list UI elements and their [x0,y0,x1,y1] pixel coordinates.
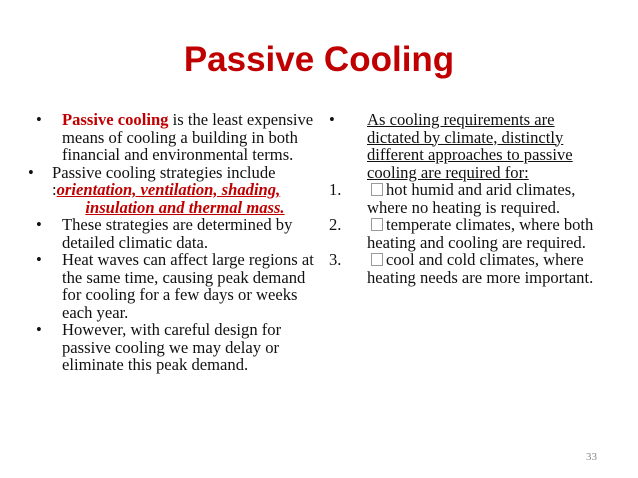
numbered-text: temperate climates, where both heating and cooling are required. [367,215,594,252]
bullet-marker: • [36,215,42,234]
missing-glyph-icon [371,183,383,196]
bullet-marker: • [36,320,42,339]
bullet-marker: • [329,110,335,129]
page-number: 33 [586,451,597,463]
left-column [28,110,318,374]
bullet-item [36,111,318,164]
passive-cooling-term: Passive cooling [62,110,169,129]
bullet-text: is the least expensive means of cooling a building in both financial and environmental terms. [62,110,314,164]
bullet-text: Heat waves can affect large regions at the same time, causing peak demand for cooling for a few days or weeks each year. [62,250,314,322]
numbered-text: hot humid and arid climates, where no heating is required. [367,180,576,217]
numbered-text: cool and cold climates, where heating needs are more important. [367,250,594,287]
climate-intro-text: As cooling requirements are dictated by climate, distinctly different approaches to passive cooling are required for: [367,110,573,182]
strategies-list-continued: insulation and thermal mass. [85,197,285,217]
bullet-text: However, with careful design for passive cooling we may delay or eliminate this peak demand. [62,320,282,374]
bullet-item [329,111,611,181]
bullet-item [36,251,318,321]
bullet-text: These strategies are determined by detailed climatic data. [62,215,293,252]
missing-glyph-icon [371,253,383,266]
bullet-item [36,216,318,251]
item-number: 2. [329,215,342,234]
bullet-marker: • [36,110,42,129]
item-number: 1. [329,180,342,199]
strategies-list: orientation, ventilation, shading, [56,180,281,199]
right-column [329,111,611,286]
item-number: 3. [329,250,342,269]
bullet-item [28,162,318,217]
numbered-item [329,251,611,286]
numbered-item [329,181,611,216]
bullet-item [36,321,318,374]
bullet-marker: • [36,250,42,269]
missing-glyph-icon [371,218,383,231]
bullet-marker: • [28,162,34,182]
numbered-item [329,216,611,251]
slide-title: Passive Cooling [183,40,455,79]
bullet-text: Passive cooling strategies include : [52,162,276,199]
